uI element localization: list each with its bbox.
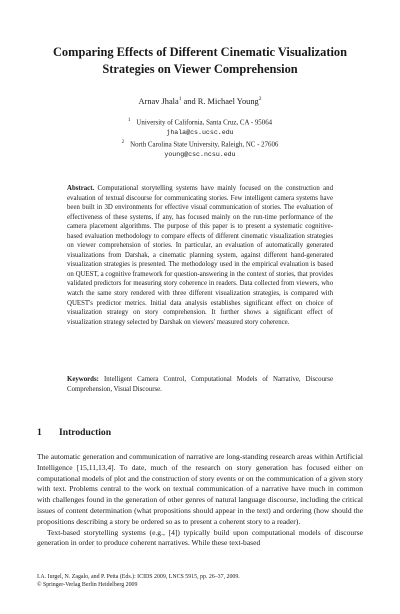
author-name: R. Michael Young [197,96,259,106]
affiliation-email[interactable]: jhala@cs.ucsc.edu [166,128,234,136]
body-text [37,452,363,549]
paper-title: Comparing Effects of Different Cinematic Visualization Strategies on Viewer Comprehension [52,45,347,76]
affiliation-mark: 1 [127,118,131,123]
affiliation-name: University of California, Santa Cruz, CA - 95064 [136,119,273,127]
copyright-line: © Springer-Verlag Berlin Heidelberg 2009 [37,582,138,589]
affiliation-mark: 2 [121,140,125,145]
affiliation-2 [0,138,400,159]
keywords-label: Keywords: [67,376,99,383]
affiliation-1 [0,116,400,137]
body-paragraph: The automatic generation and communication of narrative are long-standing research areas within Artificial Intelligence [15,11,13,4]. To date, much of the research on story generation has focused either on computational models of plot and the construction of story events or on the communication of a given story with text. Problems central to the work on textual communication of a narrative have much in common with challenges found in the generation of other genres of natural language discourse, including the critical issues of content determination (what propositions should appear in the text) and ordering (how should the propositions describing a story be ordered so as to present a coherent story to a reader). [37,452,363,526]
page-footer [37,573,240,589]
keywords [67,375,333,394]
author-affil-mark: 2 [258,96,262,102]
abstract [67,184,333,327]
citation-line: I.A. Iurgel, N. Zagalo, and P. Petta (Eds.): ICIDS 2009, LNCS 5915, pp. 26–37, 2009. [37,574,240,580]
author-conjunction: and [181,96,198,106]
author-line [0,96,400,106]
keywords-text: Intelligent Camera Control, Computational Models of Narrative, Discourse Comprehension, Visual Discourse. [67,376,333,393]
section-number: 1 [37,427,42,438]
affiliation-email[interactable]: young@csc.ncsu.edu [164,150,236,158]
abstract-label: Abstract. [67,185,95,192]
section-heading [37,427,111,438]
affiliation-name: North Carolina State University, Raleigh, NC - 27606 [130,141,279,149]
author-name: Arnav Jhala [138,96,179,106]
section-title: Introduction [59,427,112,438]
author-affil-mark: 1 [178,96,182,102]
abstract-text: Computational storytelling systems have mainly focused on the construction and evaluation of textual discourse for communicating stories. Few intelligent camera systems have been built in 3D environments for effective visual communication of stories. The evaluation of effectiveness of these systems, if any, has focused mainly on the run-time performance of the camera placement algorithms. The purpose of this paper is to present a systematic cognitive-based evaluation methodology to compare effects of different cinematic visualization strategies on viewer comprehension of stories. In particular, an evaluation of automatically generated visualizations from Darshak, a cinematic planning system, against different hand-generated visualization strategies is presented. The methodology used in the empirical evaluation is based on QUEST, a cognitive framework for question-answering in the context of stories, that provides validated predictors for measuring story coherence in readers. Data collected from viewers, who watch the same story rendered with three different visualization strategies, is compared with QUEST's predictor metrics. Initial data analysis establishes significant effect on choice of visualization strategy on story comprehension. It further shows a significant effect of visualization strategy selected by Darshak on viewers' measured story coherence. [67,185,333,326]
body-paragraph: Text-based storytelling systems (e.g., [4]) typically build upon computational models of discourse generation in order to produce coherent narratives. While these text-based [37,527,363,548]
